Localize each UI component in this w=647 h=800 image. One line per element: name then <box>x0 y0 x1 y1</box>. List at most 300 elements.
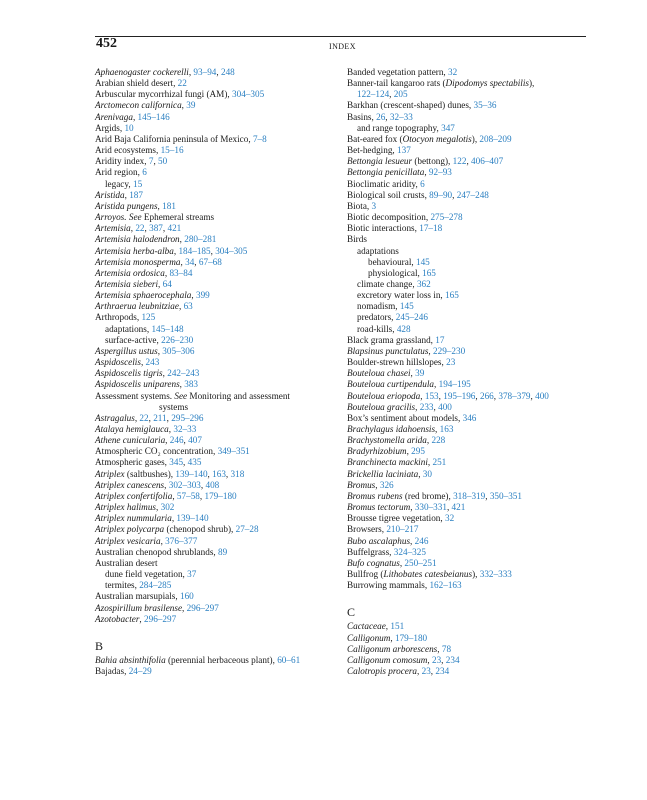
page-reference[interactable]: 187 <box>129 189 143 200</box>
page-reference[interactable]: 17–18 <box>419 223 443 234</box>
entry-text: Arroyos. <box>95 212 129 223</box>
index-entry <box>347 424 592 435</box>
entry-text: , <box>153 156 159 167</box>
page-reference[interactable]: 6 <box>420 178 425 189</box>
index-entry <box>347 67 592 78</box>
entry-text: Brachylagus idahoensis <box>347 424 436 434</box>
index-entry <box>95 547 340 558</box>
index-column-right <box>347 67 592 677</box>
entry-text: Aspidoscelis uniparens <box>95 379 180 390</box>
entry-text: Australian marsupials, <box>95 591 180 602</box>
entry-text: Branchinecta mackini <box>347 457 428 468</box>
page-reference[interactable]: 246 <box>169 435 184 446</box>
entry-text: , <box>424 167 429 178</box>
page-reference[interactable]: 37 <box>187 569 197 580</box>
entry-text: Biotic interactions, <box>347 223 420 234</box>
entry-text: , <box>410 535 415 546</box>
page-reference[interactable]: 332–333 <box>479 569 512 580</box>
index-entry <box>347 446 592 457</box>
index-subentry <box>347 89 592 100</box>
index-entry <box>95 524 340 535</box>
index-entry <box>95 290 340 301</box>
entry-text: (perennial herbaceous plant), <box>165 654 278 665</box>
entry-text: , <box>199 490 205 501</box>
index-entry <box>95 190 340 201</box>
index-entry <box>95 513 340 524</box>
page-reference[interactable]: 234 <box>445 654 460 665</box>
entry-text: Cactaceae <box>347 621 386 632</box>
page-reference[interactable]: 400 <box>535 390 549 401</box>
page-reference[interactable]: 347 <box>441 122 455 133</box>
page-reference[interactable]: 145 <box>399 301 414 312</box>
page-reference[interactable]: 165 <box>422 267 436 278</box>
index-entry <box>347 145 592 156</box>
entry-text: C <box>347 605 356 620</box>
entry-text: Black grama grassland, <box>347 334 436 345</box>
entry-text: , <box>446 502 452 513</box>
index-entry <box>347 491 592 502</box>
page-reference[interactable]: 266 <box>479 390 494 401</box>
page-reference[interactable]: 304–305 <box>215 245 248 256</box>
page-reference[interactable]: 6 <box>142 167 147 178</box>
page-reference[interactable]: 67–68 <box>198 256 222 267</box>
entry-text: Artemisia halodendron <box>95 234 180 245</box>
page-reference[interactable]: 208–209 <box>479 133 512 144</box>
entry-text: , <box>180 256 186 267</box>
entry-text: Brachystomella arida <box>347 435 427 446</box>
index-entry <box>347 100 592 111</box>
entry-text: Dipodomys spectabilis <box>445 78 529 89</box>
entry-text: Atriplex vesicaria <box>95 535 161 546</box>
page-reference[interactable]: 63 <box>183 301 193 312</box>
page-reference[interactable]: 295–296 <box>171 412 204 423</box>
entry-text: , <box>148 412 154 423</box>
entry-text: Assessment systems. <box>95 390 175 401</box>
index-entry <box>95 446 340 457</box>
entry-text: , <box>200 479 206 490</box>
entry-text: Atmospheric CO₂ concentration, <box>95 446 218 457</box>
entry-text: , <box>428 345 434 356</box>
page-reference[interactable]: 39 <box>415 368 425 379</box>
page-reference[interactable]: 181 <box>162 200 176 211</box>
page-reference[interactable]: 78 <box>441 643 452 654</box>
page-reference[interactable]: 304–305 <box>232 89 265 100</box>
page-reference[interactable]: 7 <box>148 156 154 167</box>
index-entry <box>347 666 592 677</box>
index-subentry <box>347 246 592 257</box>
page-reference[interactable]: 15 <box>132 178 143 189</box>
index-entry <box>347 569 592 580</box>
entry-text: Bajadas, <box>95 665 129 676</box>
index-entry <box>347 536 592 547</box>
page-reference[interactable]: 32–33 <box>173 424 197 434</box>
page-reference[interactable]: 137 <box>397 145 411 156</box>
index-entry <box>95 134 340 145</box>
page-reference[interactable]: 407 <box>188 435 202 446</box>
index-entry <box>95 346 340 357</box>
page-reference[interactable]: 26 <box>376 111 386 122</box>
entry-text: Atalaya hemiglauca <box>95 424 169 434</box>
page-reference[interactable]: 205 <box>393 89 408 100</box>
entry-text: , <box>427 654 432 665</box>
page-reference[interactable]: 10 <box>124 122 134 133</box>
index-entry <box>95 435 340 446</box>
index-entry <box>95 223 340 234</box>
page-reference[interactable]: 421 <box>167 223 182 234</box>
index-entry <box>95 268 340 279</box>
index-entry <box>347 480 592 491</box>
page-reference[interactable]: 34 <box>185 256 195 267</box>
page-reference[interactable]: 32–33 <box>389 111 413 122</box>
page-reference[interactable]: 122–124 <box>357 89 390 100</box>
page-reference[interactable]: 50 <box>158 156 168 167</box>
page-reference[interactable]: 318 <box>230 468 245 479</box>
index-subentry <box>347 301 592 312</box>
entry-text: , <box>156 502 161 513</box>
page-reference[interactable]: 15–16 <box>160 145 184 156</box>
index-entry <box>347 469 592 480</box>
page-reference[interactable]: 93–94 <box>193 67 217 77</box>
entry-text: , <box>385 111 390 122</box>
index-entry <box>95 156 340 167</box>
entry-text: Artemisia sieberi <box>95 278 159 289</box>
page-reference[interactable]: 179–180 <box>204 490 237 501</box>
page-reference[interactable]: 247–248 <box>456 189 489 200</box>
entry-text: Calligonum comosum <box>347 654 428 665</box>
page-reference[interactable]: 302 <box>160 502 175 513</box>
index-entry <box>95 655 340 666</box>
entry-text: Blapsinus punctulatus <box>347 345 429 356</box>
page-reference[interactable]: 151 <box>390 621 405 632</box>
index-entry <box>347 513 592 524</box>
entry-text: excretory water loss in, <box>357 290 446 301</box>
entry-text: adaptations, <box>105 323 152 334</box>
entry-text: , <box>171 513 177 524</box>
page-reference[interactable]: 211 <box>153 412 167 423</box>
page-reference[interactable]: 3 <box>371 200 377 211</box>
entry-text: Bouteloua gracilis <box>347 401 416 412</box>
entry-text: , <box>140 357 146 368</box>
page-reference[interactable]: 39 <box>186 100 196 111</box>
page-reference[interactable]: 302–303 <box>168 479 201 490</box>
page-reference[interactable]: 248 <box>220 67 235 77</box>
page-reference[interactable]: 89–90 <box>429 189 453 200</box>
entry-text: Bouteloua curtipendula <box>347 379 435 390</box>
entry-text: dune field vegetation, <box>105 569 188 580</box>
index-entry <box>347 201 592 212</box>
page-reference[interactable]: 23 <box>421 665 431 676</box>
index-entry <box>347 558 592 569</box>
entry-text: Bouteloua chasei <box>347 368 411 379</box>
entry-text: Bat-eared fox ( <box>347 133 403 144</box>
page-reference[interactable]: 378–379 <box>498 390 531 401</box>
entry-text: Aridity index, <box>95 156 149 167</box>
page-reference[interactable]: 89 <box>218 546 228 557</box>
entry-text: Buffelgrass, <box>347 546 394 557</box>
page-reference[interactable]: 139–140 <box>175 468 208 479</box>
index-entry <box>347 633 592 644</box>
entry-text: Arbuscular mycorrhizal fungi (AM), <box>95 89 233 100</box>
page-reference[interactable]: 250–251 <box>404 557 437 568</box>
index-entry <box>347 502 592 513</box>
entry-text: , <box>437 643 442 654</box>
entry-text: , <box>157 345 163 356</box>
page-reference[interactable]: 194–195 <box>438 379 471 390</box>
entry-text: , <box>438 390 444 401</box>
entry-text: Arenivaga <box>95 111 133 122</box>
entry-text: Bettongia penicillata <box>347 167 425 178</box>
page-reference[interactable]: 326 <box>379 479 394 490</box>
index-entry <box>95 391 340 402</box>
index-entry <box>347 547 592 558</box>
index-entry <box>95 379 340 390</box>
entry-text: , <box>164 267 170 278</box>
entry-text: , <box>179 234 185 245</box>
index-entry <box>347 167 592 178</box>
entry-text: predators, <box>357 312 396 323</box>
page-reference[interactable]: 350–351 <box>489 490 522 501</box>
page-reference[interactable]: 234 <box>435 665 450 676</box>
index-subentry <box>347 324 592 335</box>
page-reference[interactable]: 22 <box>135 223 145 234</box>
entry-text: ), <box>529 78 535 89</box>
entry-text: Australian chenopod shrublands, <box>95 546 218 557</box>
entry-text: , <box>452 189 457 200</box>
page-reference[interactable]: 195–196 <box>443 390 476 401</box>
entry-text: Argids, <box>95 122 125 133</box>
entry-text: , <box>139 613 144 624</box>
index-entry <box>347 644 592 655</box>
page-reference[interactable]: 243 <box>145 357 160 368</box>
entry-text: , <box>385 621 391 632</box>
page-reference[interactable]: 30 <box>422 468 432 479</box>
page-reference[interactable]: 280–281 <box>184 234 217 245</box>
entry-text: Box’s sentiment about models, <box>347 412 463 423</box>
page-reference[interactable]: 122 <box>452 156 467 167</box>
index-entry <box>95 614 340 625</box>
page-reference[interactable]: 400 <box>438 401 452 412</box>
running-head: INDEX <box>329 42 356 51</box>
page-reference[interactable]: 387 <box>149 223 163 234</box>
entry-text: Aphaenogaster cockerelli <box>95 67 189 77</box>
page-reference[interactable]: 32 <box>444 513 455 524</box>
entry-text: Arid ecosystems, <box>95 145 161 156</box>
page-reference[interactable]: 17 <box>435 334 445 345</box>
page-reference[interactable]: 275–278 <box>430 212 463 223</box>
page-reference[interactable]: 32 <box>448 67 458 77</box>
page-reference[interactable]: 399 <box>195 290 210 301</box>
entry-text: Burrowing mammals, <box>347 580 430 591</box>
entry-text: Boulder-strewn hillslopes, <box>347 357 447 368</box>
entry-text: , <box>493 390 499 401</box>
page-reference[interactable]: 296–297 <box>186 602 219 613</box>
page-reference[interactable]: 125 <box>141 312 156 323</box>
entry-text: Biological soil crusts, <box>347 189 430 200</box>
page-reference[interactable]: 179–180 <box>394 632 428 643</box>
entry-text: , <box>441 654 446 665</box>
page-reference[interactable]: 35–36 <box>473 100 497 111</box>
header-rule <box>95 36 586 37</box>
entry-text: Atriplex confertifolia <box>95 490 173 501</box>
index-entry <box>347 134 592 145</box>
page-reference[interactable]: 27–28 <box>235 524 259 535</box>
index-entry <box>95 246 340 257</box>
index-entry <box>347 413 592 424</box>
entry-text: Artemisia sphaerocephala <box>95 290 192 301</box>
page-reference[interactable]: 246 <box>414 535 429 546</box>
page-reference[interactable]: 229–230 <box>433 345 466 356</box>
page-reference[interactable]: 421 <box>451 502 466 513</box>
page-reference[interactable]: 139–140 <box>176 513 209 524</box>
index-subentry <box>95 402 340 413</box>
page-reference[interactable]: 345 <box>169 457 184 468</box>
index-subentry <box>347 257 592 268</box>
index-entry <box>347 112 592 123</box>
index-entry <box>347 580 592 591</box>
page-reference[interactable]: 23 <box>446 357 456 368</box>
page-reference[interactable]: 145–148 <box>151 323 184 334</box>
page-reference[interactable]: 165 <box>445 290 459 301</box>
index-entry <box>95 491 340 502</box>
entry-text: Atriplex polycarpa <box>95 524 165 535</box>
page-reference[interactable]: 284–285 <box>139 580 172 591</box>
page-reference[interactable]: 305–306 <box>162 345 195 356</box>
entry-text: , <box>420 390 425 401</box>
entry-text: Atriplex <box>95 468 125 479</box>
entry-text: adaptations <box>357 245 399 256</box>
page-reference[interactable]: 346 <box>462 412 477 423</box>
index-subentry <box>95 335 340 346</box>
entry-text: See <box>174 390 188 401</box>
entry-text: B <box>95 638 104 653</box>
entry-text: , <box>183 435 189 446</box>
index-subentry <box>347 123 592 134</box>
page-reference[interactable]: 163 <box>212 468 226 479</box>
entry-text: Ephemeral streams <box>141 212 215 223</box>
entry-text: Aspidoscelis tigris <box>95 368 163 379</box>
page-reference[interactable]: 226–230 <box>161 334 194 345</box>
page-reference[interactable]: 251 <box>432 457 447 468</box>
entry-text: Bahia absinthifolia <box>95 654 166 665</box>
page-reference[interactable]: 242–243 <box>167 368 200 379</box>
page-reference[interactable]: 362 <box>416 278 431 289</box>
section-letter <box>95 639 340 653</box>
page-reference[interactable]: 330–331 <box>414 502 447 513</box>
index-entry <box>95 145 340 156</box>
entry-text: Banner-tail kangaroo rats ( <box>347 78 446 89</box>
page-reference[interactable]: 64 <box>162 278 172 289</box>
entry-text: nomadism, <box>357 301 400 312</box>
index-entry <box>347 621 592 632</box>
index-entry <box>95 212 340 223</box>
page-reference[interactable]: 60–61 <box>277 654 301 665</box>
entry-text: (red brome), <box>402 490 454 501</box>
page-reference[interactable]: 145 <box>415 256 430 267</box>
page-reference[interactable]: 22 <box>139 412 149 423</box>
entry-text: Artemisia ordosica <box>95 267 165 278</box>
page-reference[interactable]: 210–217 <box>386 524 419 535</box>
page-reference[interactable]: 24–29 <box>128 665 152 676</box>
entry-text: , <box>485 490 490 501</box>
page-reference[interactable]: 245–246 <box>395 312 428 323</box>
entry-text: Otocyon megalotis <box>402 133 472 144</box>
page-reference[interactable]: 428 <box>396 323 411 334</box>
page-reference[interactable]: 228 <box>431 435 446 446</box>
index-entry <box>347 379 592 390</box>
page-reference[interactable]: 233 <box>419 401 434 412</box>
entry-text: Bullfrog ( <box>347 569 384 580</box>
index-entry <box>347 156 592 167</box>
entry-text: , <box>435 424 440 434</box>
entry-text: , <box>417 665 422 676</box>
entry-text: , <box>160 535 166 546</box>
index-entry <box>347 457 592 468</box>
index-entry <box>347 335 592 346</box>
page-reference[interactable]: 7–8 <box>252 133 267 144</box>
index-entry <box>347 655 592 666</box>
index-entry <box>95 100 340 111</box>
page-reference[interactable]: 295 <box>411 446 425 457</box>
entry-text: , <box>406 446 412 457</box>
page-reference[interactable]: 383 <box>184 379 199 390</box>
page-reference[interactable]: 435 <box>187 457 202 468</box>
entry-text: Arid Baja California peninsula of Mexico, <box>95 133 253 144</box>
index-entry <box>95 424 340 435</box>
entry-text: Brousse tigree vegetation, <box>347 513 445 524</box>
page-reference[interactable]: 376–377 <box>165 535 198 546</box>
page-reference[interactable]: 296–297 <box>144 613 177 624</box>
entry-text: Bufo cognatus <box>347 557 400 568</box>
entry-text: and range topography, <box>357 122 442 133</box>
entry-text: , <box>179 379 185 390</box>
index-entry <box>347 368 592 379</box>
entry-text: Azospirillum brasilense <box>95 602 183 613</box>
entry-text: Arthraerua leubnitziae <box>95 301 179 312</box>
entry-text: Basins, <box>347 111 377 122</box>
page-reference[interactable]: 406–407 <box>471 156 504 167</box>
page-reference[interactable]: 408 <box>205 479 220 490</box>
index-entry <box>347 78 592 89</box>
page-reference[interactable]: 153 <box>424 390 439 401</box>
index-subentry <box>347 268 592 279</box>
entry-text: , <box>466 156 472 167</box>
index-entry <box>95 112 340 123</box>
index-entry <box>347 357 592 368</box>
page-reference[interactable]: 92–93 <box>428 167 452 178</box>
entry-text: , <box>181 100 187 111</box>
page-reference[interactable]: 184–185 <box>178 245 211 256</box>
index-entry <box>95 279 340 290</box>
page-reference[interactable]: 318–319 <box>453 490 486 501</box>
page-reference[interactable]: 162–163 <box>429 580 462 591</box>
entry-text: , <box>162 223 168 234</box>
entry-text: Calligonum <box>347 632 391 643</box>
page-reference[interactable]: 145–146 <box>137 111 170 122</box>
page-reference[interactable]: 83–84 <box>169 267 193 278</box>
page-reference[interactable]: 22 <box>177 78 187 89</box>
index-entry <box>95 89 340 100</box>
entry-text: , <box>430 665 436 676</box>
page-reference[interactable]: 324–325 <box>393 546 426 557</box>
page-reference[interactable]: 349–351 <box>217 446 250 457</box>
page-reference[interactable]: 23 <box>431 654 442 665</box>
page-reference[interactable]: 160 <box>179 591 194 602</box>
entry-text: Bouteloua eriopoda <box>347 390 421 401</box>
entry-text: Bettongia lesueur <box>347 156 413 167</box>
page-reference[interactable]: 163 <box>439 424 454 434</box>
index-entry <box>347 524 592 535</box>
page-reference[interactable]: 57–58 <box>176 490 200 501</box>
